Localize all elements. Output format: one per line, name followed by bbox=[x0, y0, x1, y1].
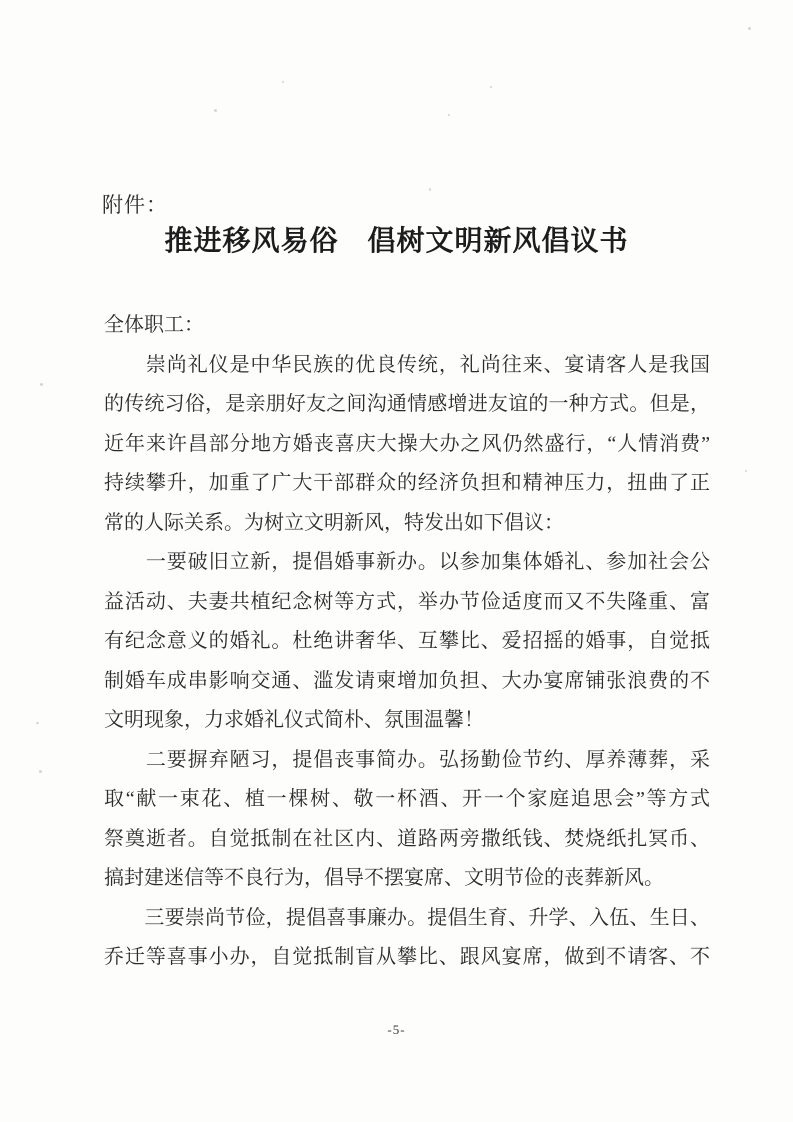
text-line: 的传统习俗，是亲朋好友之间沟通情感增进友谊的一种方式。但是， bbox=[104, 393, 710, 415]
text-line: 一要破旧立新，提倡婚事新办。以参加集体婚礼、参加社会公 bbox=[104, 551, 710, 573]
text-line: 取“献一束花、植一棵树、敬一杯酒、开一个家庭追思会”等方式 bbox=[104, 788, 710, 810]
scan-speck bbox=[745, 470, 747, 472]
scan-speck bbox=[40, 383, 43, 386]
scan-speck bbox=[214, 109, 217, 112]
attachment-label: 附件： bbox=[102, 193, 168, 217]
text-line: 崇尚礼仪是中华民族的优良传统，礼尚往来、宴请客人是我国 bbox=[104, 353, 710, 376]
text-line: 文明现象，力求婚礼仪式简朴、氛围温馨！ bbox=[104, 709, 484, 731]
scan-speck bbox=[490, 86, 492, 88]
text-line: 益活动、夫妻共植纪念树等方式，举办节俭适度而又不失隆重、富 bbox=[104, 590, 710, 613]
text-line: 三要崇尚节俭，提倡喜事廉办。提倡生育、升学、入伍、生日、 bbox=[104, 906, 710, 929]
text-line: 近年来许昌部分地方婚丧喜庆大操大办之风仍然盛行，“人情消费” bbox=[104, 432, 710, 455]
salutation: 全体职工： bbox=[104, 314, 204, 336]
text-line: 常的人际关系。为树立文明新风，特发出如下倡议： bbox=[104, 511, 564, 534]
scan-speck bbox=[39, 770, 42, 773]
text-line: 有纪念意义的婚礼。杜绝讲奢华、互攀比、爱招摇的婚事，自觉抵 bbox=[104, 630, 710, 652]
text-line: 乔迁等喜事小办，自觉抵制盲从攀比、跟风宴席，做到不请客、不 bbox=[104, 946, 710, 968]
document-body bbox=[104, 306, 710, 978]
document-title: 推进移风易俗 倡树文明新风倡议书 bbox=[164, 226, 629, 257]
text-line: 搞封建迷信等不良行为，倡导不摆宴席、文明节俭的丧葬新风。 bbox=[104, 867, 664, 889]
scan-speck bbox=[448, 114, 450, 116]
scan-speck bbox=[748, 27, 751, 30]
page-number: -5- bbox=[387, 1022, 406, 1037]
scan-speck bbox=[429, 188, 431, 191]
text-line: 制婚车成串影响交通、滥发请柬增加负担、大办宴席铺张浪费的不 bbox=[104, 669, 710, 692]
text-line: 祭奠逝者。自觉抵制在社区内、道路两旁撒纸钱、焚烧纸扎冥币、 bbox=[104, 827, 710, 850]
scan-speck bbox=[36, 722, 39, 724]
scan-speck bbox=[282, 81, 284, 83]
text-line: 持续攀升，加重了广大干部群众的经济负担和精神压力，扭曲了正 bbox=[104, 472, 710, 494]
text-line: 二要摒弃陋习，提倡丧事简办。弘扬勤俭节约、厚养薄葬，采 bbox=[104, 748, 710, 771]
